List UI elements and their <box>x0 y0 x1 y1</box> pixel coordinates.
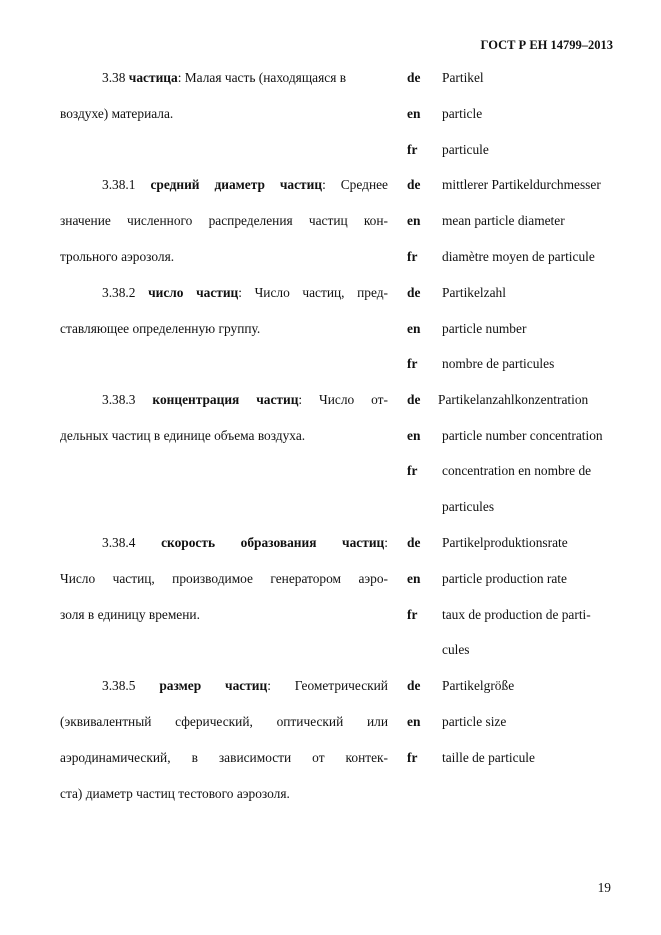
translation: concentration en nombre de <box>442 463 592 478</box>
definition-line: 3.38.1 средний диаметр частиц: Среднее <box>102 177 388 192</box>
translation-continuation: particules <box>442 499 495 514</box>
term-name: скорость образования частиц <box>161 535 385 550</box>
definition-line: ста) диаметр частиц тестового аэрозоля. <box>60 786 290 801</box>
language-code: fr <box>407 142 418 157</box>
translation: particle number concentration <box>442 428 603 443</box>
translation: Partikel <box>442 70 484 85</box>
translation: particle <box>442 106 483 121</box>
definition-line: дельных частиц в единице объема воздуха. <box>60 428 306 443</box>
term-name: средний диаметр частиц <box>150 177 323 192</box>
definition-line: ставляющее определенную группу. <box>60 321 261 336</box>
language-code: en <box>407 428 421 443</box>
language-code: de <box>407 177 421 192</box>
translation: particule <box>442 142 489 157</box>
definition-line: воздухе) материала. <box>60 106 174 121</box>
definition-line: 3.38.4 скорость образования частиц: <box>102 535 388 550</box>
definition-line: золя в единицу времени. <box>60 607 200 622</box>
page-number: 19 <box>597 880 611 895</box>
term-name: размер частиц <box>159 678 268 693</box>
language-code: fr <box>407 356 418 371</box>
translation: Partikelproduktionsrate <box>442 535 568 550</box>
language-code: en <box>407 106 421 121</box>
translation: Partikelgröße <box>442 678 515 693</box>
definition-line: трольного аэрозоля. <box>60 249 175 264</box>
translation: taille de particule <box>442 750 535 765</box>
definition-line: 3.38 частица: Малая часть (находящаяся в <box>102 70 347 85</box>
language-code: en <box>407 321 421 336</box>
definition-line: 3.38.2 число частиц: Число частиц, пред- <box>102 285 388 300</box>
language-code: fr <box>407 463 418 478</box>
definition-line: 3.38.5 размер частиц: Геометрический <box>102 678 388 693</box>
translation: Partikelzahl <box>442 285 506 300</box>
language-code: de <box>407 70 421 85</box>
language-code: fr <box>407 607 418 622</box>
translation: taux de production de parti- <box>442 607 591 622</box>
definition-line: аэродинамический, в зависимости от контек- <box>60 750 388 765</box>
translation: particle number <box>442 321 527 336</box>
term-name: число частиц <box>148 285 239 300</box>
term-name: концентрация частиц <box>152 392 299 407</box>
language-code: fr <box>407 249 418 264</box>
translation: particle production rate <box>442 571 567 586</box>
translation: diamètre moyen de particule <box>442 249 595 264</box>
translation: mean particle diameter <box>442 213 565 228</box>
definition-line: значение численного распределения частиц кон- <box>60 213 388 228</box>
language-code: en <box>407 714 421 729</box>
translation: particle size <box>442 714 507 729</box>
term-name: частица <box>128 70 178 85</box>
language-code: de <box>407 392 421 407</box>
language-code: de <box>407 535 421 550</box>
language-code: fr <box>407 750 418 765</box>
definition-line: Число частиц, производимое генератором аэро- <box>60 571 388 586</box>
definition-line: (эквивалентный сферический, оптический или <box>60 714 388 729</box>
language-code: de <box>407 285 421 300</box>
translation-continuation: cules <box>442 642 470 657</box>
translation: Partikelanzahlkonzentration <box>438 392 589 407</box>
language-code: de <box>407 678 421 693</box>
document-code-header: ГОСТ Р ЕН 14799–2013 <box>480 38 613 52</box>
definition-line: 3.38.3 концентрация частиц: Число от- <box>102 392 388 407</box>
translation: nombre de particules <box>442 356 555 371</box>
translation: mittlerer Partikeldurchmesser <box>442 177 601 192</box>
language-code: en <box>407 571 421 586</box>
language-code: en <box>407 213 421 228</box>
